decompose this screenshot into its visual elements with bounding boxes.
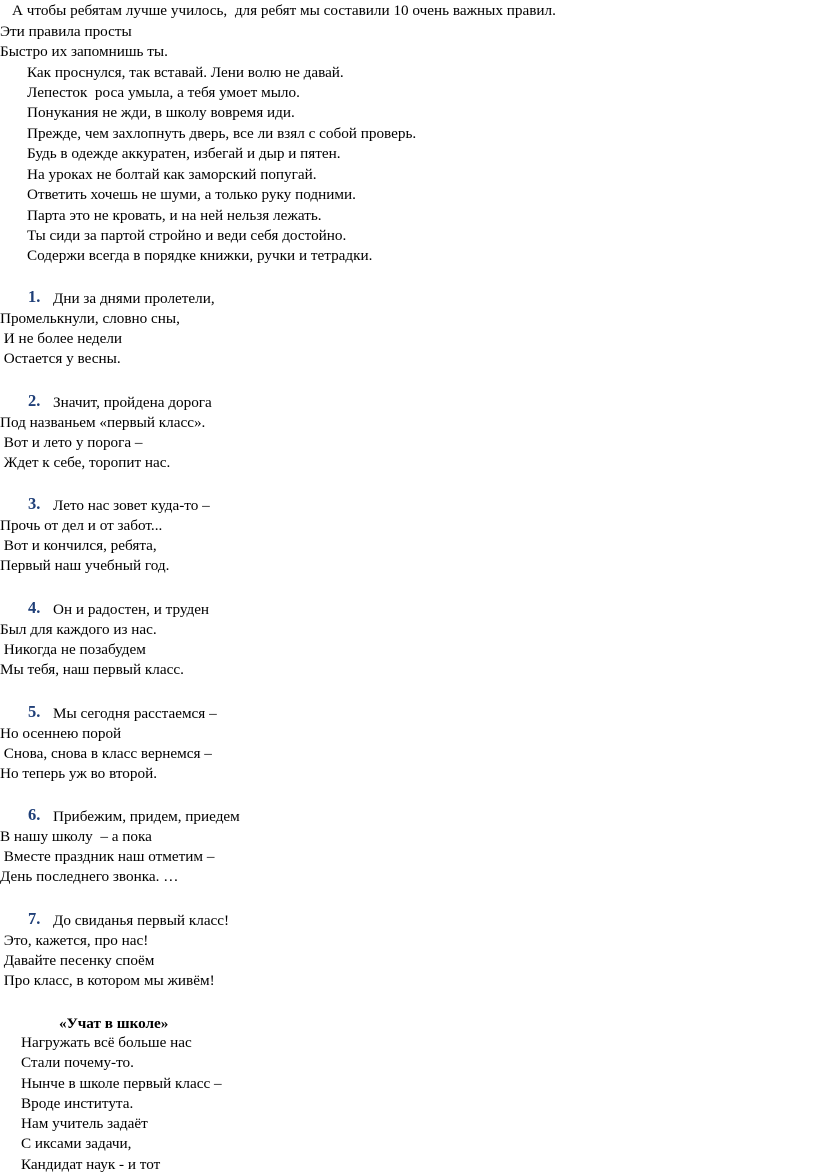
verse-line: Мы сегодня расстаемся – [53, 705, 217, 722]
intro-line: А чтобы ребятам лучше училось, для ребят мы составили 10 очень важных правил. [12, 2, 556, 19]
verse-line: В нашу школу – а пока [0, 828, 152, 845]
verse-number: 5. [28, 702, 41, 721]
rule-line: Парта это не кровать, и на ней нельзя лежать. [27, 207, 322, 224]
intro-line: Быстро их запомнишь ты. [0, 43, 168, 60]
rule-line: Будь в одежде аккуратен, избегай и дыр и пятен. [27, 145, 341, 162]
poem-line: Стали почему-то. [21, 1054, 134, 1071]
rule-line: Лепесток роса умыла, а тебя умоет мыло. [27, 84, 300, 101]
poem-line: Нам учитель задаёт [21, 1115, 148, 1132]
verse-line: Промелькнули, словно сны, [0, 310, 180, 327]
poem-title: «Учат в школе» [59, 1015, 169, 1032]
verse-line: Про класс, в котором мы живём! [0, 972, 215, 989]
poem-line: Вроде института. [21, 1095, 134, 1112]
verse-line: Остается у весны. [0, 350, 121, 367]
verse-line: Прочь от дел и от забот... [0, 517, 163, 534]
verse-line: Вот и лето у порога – [0, 434, 143, 451]
verse-line: Вместе праздник наш отметим – [0, 848, 215, 865]
verse-line: Прибежим, придем, приедем [53, 808, 240, 825]
verse-line: Но теперь уж во второй. [0, 765, 157, 782]
verse-line: Снова, снова в класс вернемся – [0, 745, 212, 762]
poem-line: С иксами задачи, [21, 1135, 132, 1152]
rule-line: Прежде, чем захлопнуть дверь, все ли взял с собой проверь. [27, 125, 417, 142]
verse-number: 7. [28, 909, 41, 928]
verse-line: Под названьем «первый класс». [0, 414, 206, 431]
verse-number: 1. [28, 287, 41, 306]
verse-line: Он и радостен, и труден [53, 601, 210, 618]
verse-line: День последнего звонка. … [0, 868, 179, 885]
verse-number: 6. [28, 805, 41, 824]
poem-line: Нынче в школе первый класс – [21, 1075, 222, 1092]
verse-line: Вот и кончился, ребята, [0, 537, 157, 554]
poem-line: Нагружать всё больше нас [21, 1034, 192, 1051]
verse-number: 3. [28, 494, 41, 513]
rule-line: На уроках не болтай как заморский попугай. [27, 166, 317, 183]
verse-line: Первый наш учебный год. [0, 557, 170, 574]
verse-line: Давайте песенку споём [0, 952, 155, 969]
rule-line: Ответить хочешь не шуми, а только руку подними. [27, 186, 356, 203]
verse-number: 2. [28, 391, 41, 410]
verse-line: Ждет к себе, торопит нас. [0, 454, 171, 471]
verse-line: Никогда не позабудем [0, 641, 146, 658]
verse-line: Мы тебя, наш первый класс. [0, 661, 184, 678]
poem-line: Кандидат наук - и тот [21, 1156, 161, 1173]
verse-line: Лето нас зовет куда-то – [53, 497, 210, 514]
rule-line: Ты сиди за партой стройно и веди себя достойно. [27, 227, 347, 244]
rule-line: Как проснулся, так вставай. Лени волю не давай. [27, 64, 344, 81]
verse-line: Дни за днями пролетели, [53, 290, 215, 307]
verse-line: Это, кажется, про нас! [0, 932, 149, 949]
verse-line: И не более недели [0, 330, 123, 347]
verse-number: 4. [28, 598, 41, 617]
verse-line: До свиданья первый класс! [53, 912, 230, 929]
verse-line: Но осеннею порой [0, 725, 122, 742]
verse-line: Был для каждого из нас. [0, 621, 157, 638]
rule-line: Содержи всегда в порядке книжки, ручки и тетрадки. [27, 247, 373, 264]
rule-line: Понукания не жди, в школу вовремя иди. [27, 104, 295, 121]
intro-line: Эти правила просты [0, 23, 132, 40]
verse-line: Значит, пройдена дорога [53, 394, 212, 411]
